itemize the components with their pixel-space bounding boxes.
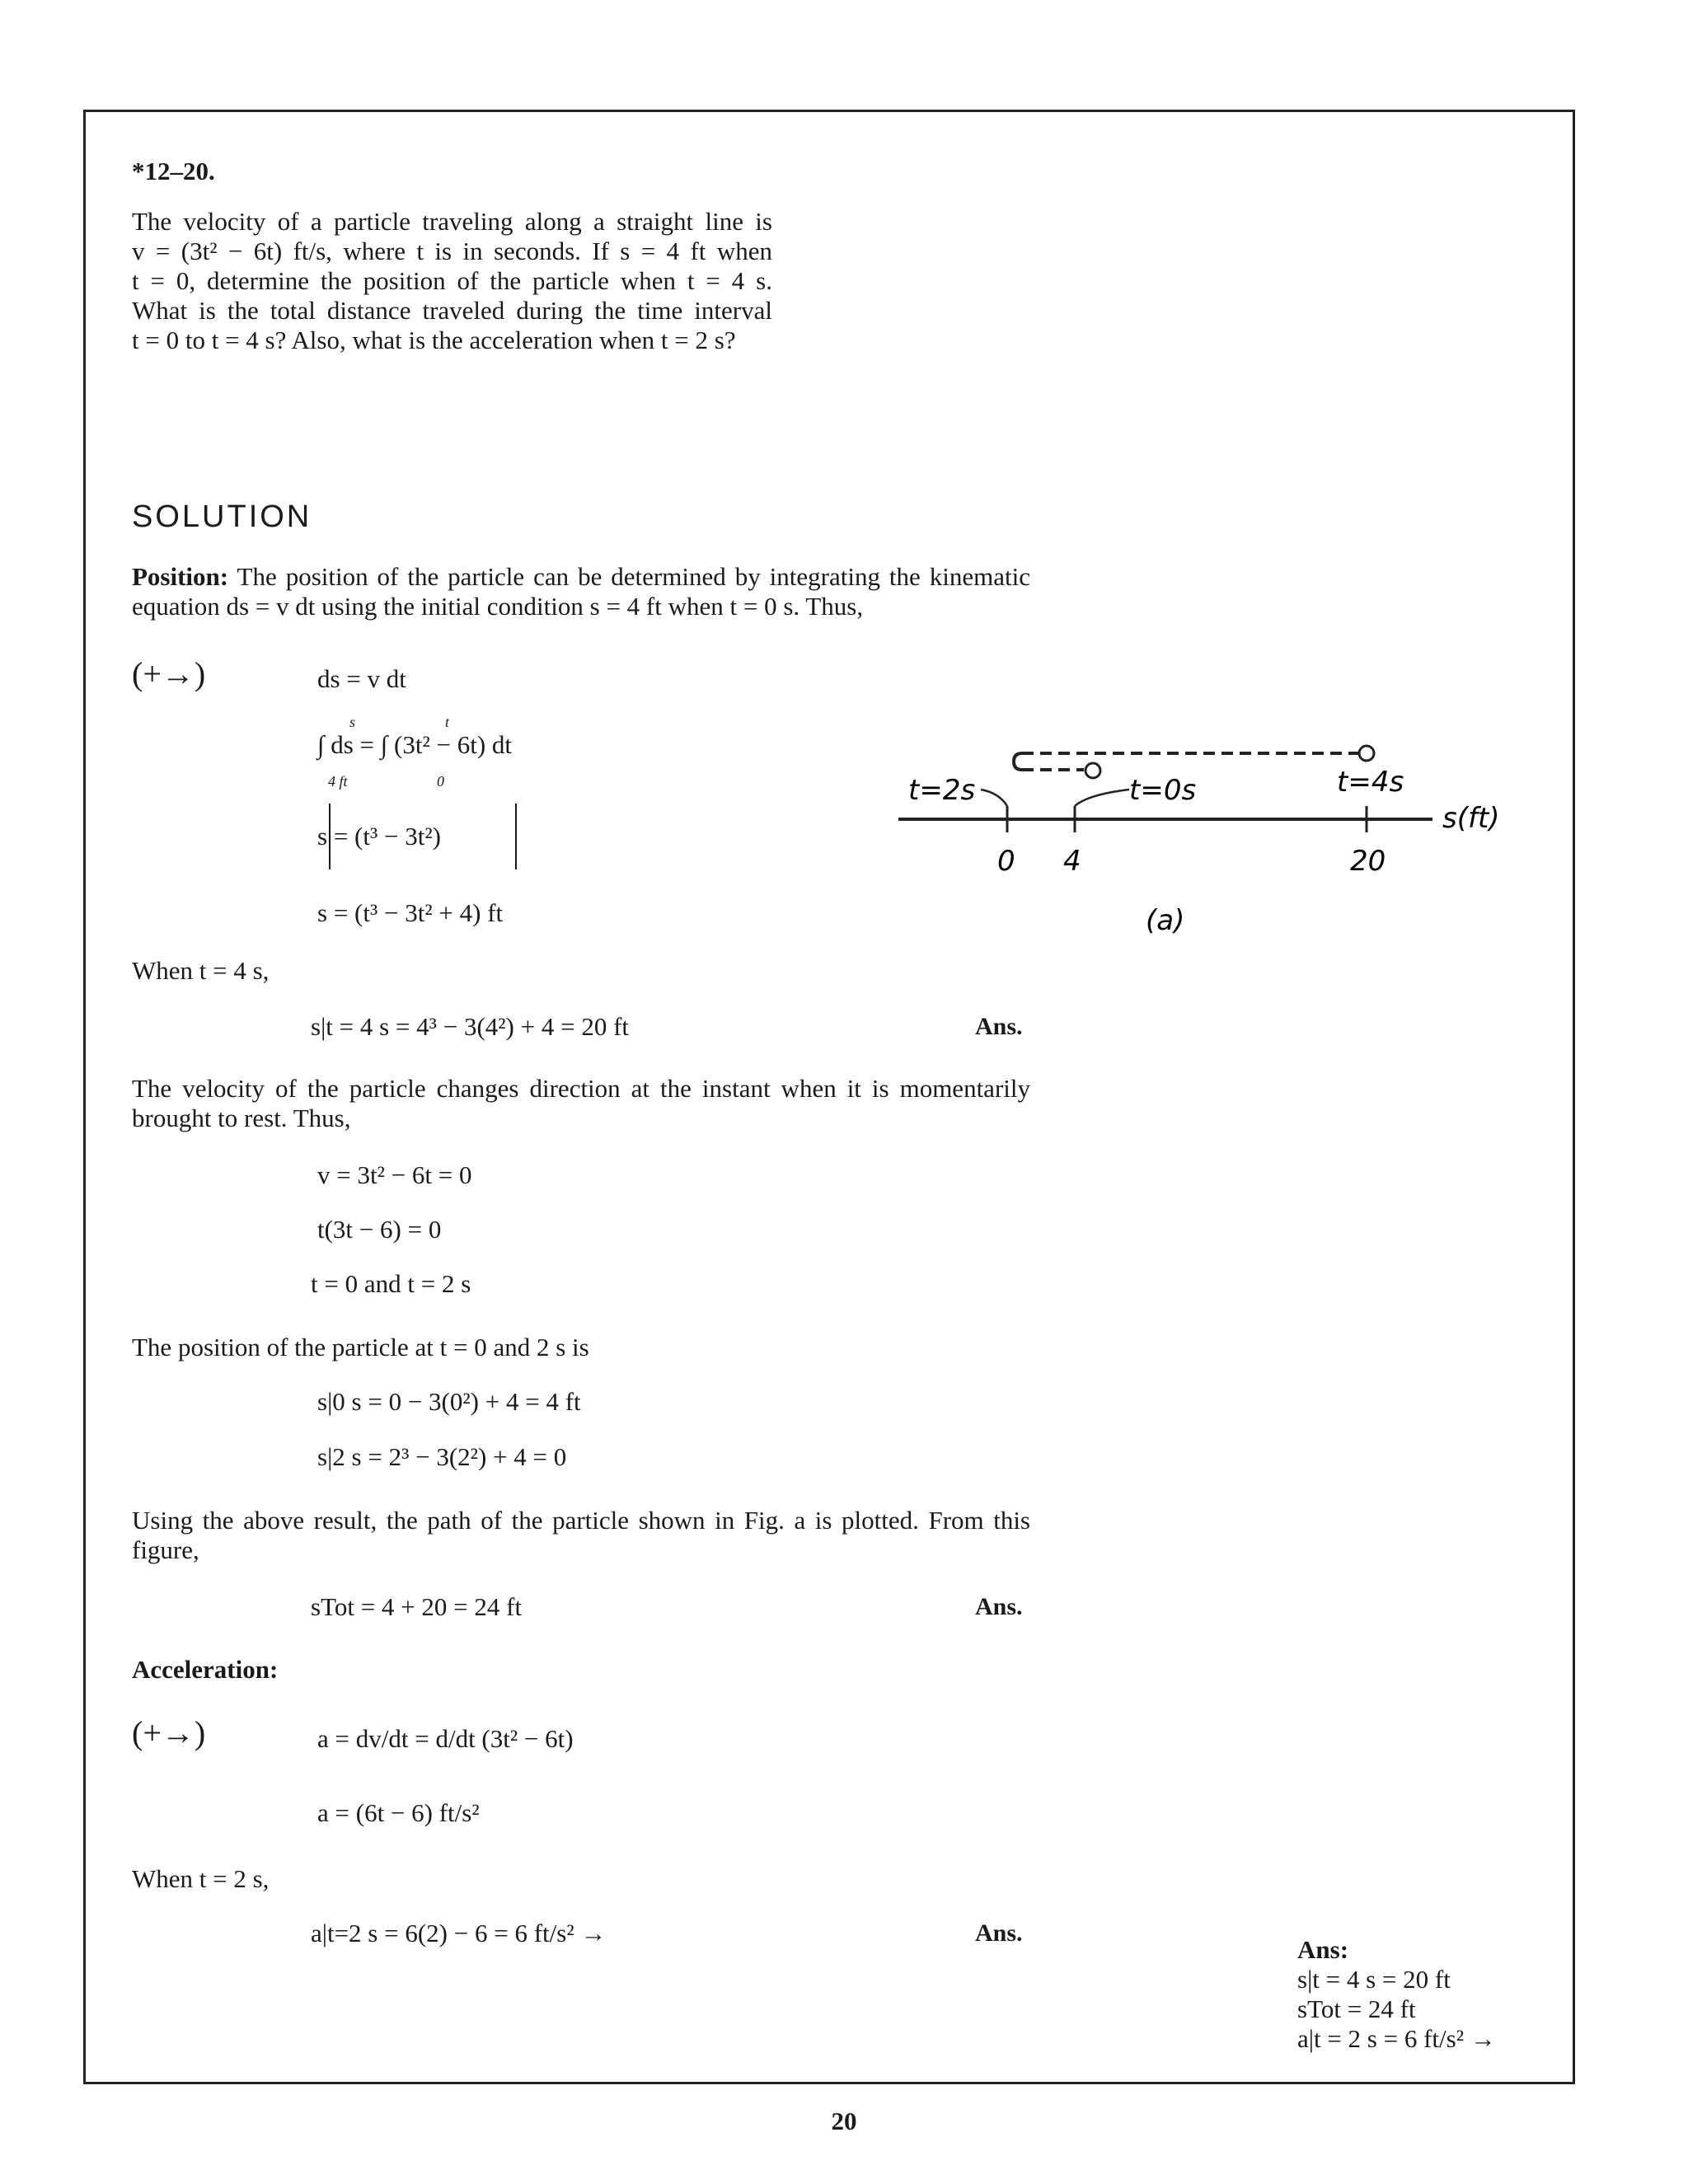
label-s-axis: s(ft) <box>1442 802 1500 835</box>
when-t2: When t = 2 s, <box>132 1864 270 1893</box>
position-at-text: The position of the particle at t = 0 and 2 s is <box>132 1333 589 1361</box>
answer-line: sTot = 24 ft <box>1297 1994 1416 2023</box>
leader-t0 <box>1075 790 1129 806</box>
figure-caption: (a) <box>1146 904 1185 937</box>
using-text <box>132 1506 1030 1565</box>
problem-statement <box>132 207 772 355</box>
eq-roots: t = 0 and t = 2 s <box>311 1269 471 1298</box>
tick-label-4: 4 <box>1063 845 1081 878</box>
page-number: 20 <box>831 2107 857 2135</box>
problem-line: t = 0, determine the position of the particle when t = 4 s. <box>132 266 772 295</box>
problem-line: What is the total distance traveled during the time interval <box>132 296 772 325</box>
velocity-text <box>132 1074 1030 1133</box>
position-intro-text-2: equation ds = v dt using the initial condition s = 4 ft when t = 0 s. Thus, <box>132 592 864 621</box>
figure-a <box>898 725 1541 948</box>
eq-integral: ∫ ds = ∫ (3t² − 6t) dt <box>317 730 513 759</box>
using-text-1: Using the above result, the path of the particle shown in Fig. a is plotted. From this <box>132 1506 1030 1535</box>
tick-label-0: 0 <box>997 845 1015 878</box>
eq-v0: v = 3t² − 6t = 0 <box>317 1160 472 1189</box>
ans-label-3: Ans. <box>975 1919 1023 1947</box>
position-intro-text: The position of the particle can be determined by integrating the kinematic <box>237 562 1030 591</box>
start-point-marker <box>1085 763 1100 778</box>
problem-number: *12–20. <box>132 157 215 185</box>
eq-factor: t(3t − 6) = 0 <box>317 1215 442 1244</box>
answer-title: Ans: <box>1297 1935 1349 1964</box>
label-t4: t=4s <box>1337 766 1404 799</box>
solution-heading: SOLUTION <box>132 499 312 534</box>
eq-a-diff: a = dv/dt = d/dt (3t² − 6t) <box>317 1724 574 1753</box>
tick-label-20: 20 <box>1350 845 1386 878</box>
eq-s0: s|0 s = 0 − 3(0²) + 4 = 4 ft <box>317 1387 581 1416</box>
ans-label-2: Ans. <box>975 1593 1023 1620</box>
answer-box <box>1297 1935 1496 2054</box>
eq-stot: sTot = 4 + 20 = 24 ft <box>311 1592 523 1621</box>
sign-convention-2: (+→) <box>132 1714 206 1751</box>
answer-line: s|t = 4 s = 20 ft <box>1297 1965 1451 1994</box>
position-heading: Position: <box>132 562 229 591</box>
acceleration-heading: Acceleration: <box>132 1655 279 1684</box>
eval-bar-right <box>515 804 517 869</box>
end-point-marker <box>1359 746 1374 761</box>
eq-a: a = (6t − 6) ft/s² <box>317 1798 480 1827</box>
answer-line: a|t = 2 s = 6 ft/s² → <box>1297 2024 1496 2053</box>
problem-line: The velocity of a particle traveling along a straight line is <box>132 207 772 236</box>
when-t4: When t = 4 s, <box>132 956 270 985</box>
eq-eval: s = (t³ − 3t²) <box>317 822 441 851</box>
label-t2: t=2s <box>908 774 976 807</box>
using-text-2: figure, <box>132 1535 199 1564</box>
eq-a2: a|t=2 s = 6(2) − 6 = 6 ft/s² → <box>311 1919 607 1947</box>
leader-t2 <box>981 790 1007 806</box>
path-turn <box>1014 753 1022 770</box>
integral-lower-t: 0 <box>437 773 444 790</box>
problem-line: t = 0 to t = 4 s? Also, what is the acceleration when t = 2 s? <box>132 326 736 354</box>
integral-lower-s: 4 ft <box>328 773 348 790</box>
eq-s2: s|2 s = 2³ − 3(2²) + 4 = 0 <box>317 1442 567 1471</box>
sign-convention: (+→) <box>132 655 206 692</box>
integral-upper-s: s <box>349 714 356 730</box>
integral-upper-t: t <box>445 714 450 730</box>
eq-s4: s|t = 4 s = 4³ − 3(4²) + 4 = 20 ft <box>311 1012 630 1041</box>
eq-ds: ds = v dt <box>317 664 406 693</box>
label-t0: t=0s <box>1129 774 1197 807</box>
velocity-text-1: The velocity of the particle changes direction at the instant when it is momentarily <box>132 1074 1030 1103</box>
position-intro <box>132 562 1030 621</box>
problem-line: v = (3t² − 6t) ft/s, where t is in seconds. If s = 4 ft when <box>132 237 772 265</box>
eq-s: s = (t³ − 3t² + 4) ft <box>317 898 504 927</box>
ans-label-1: Ans. <box>975 1013 1023 1040</box>
velocity-text-2: brought to rest. Thus, <box>132 1104 351 1132</box>
